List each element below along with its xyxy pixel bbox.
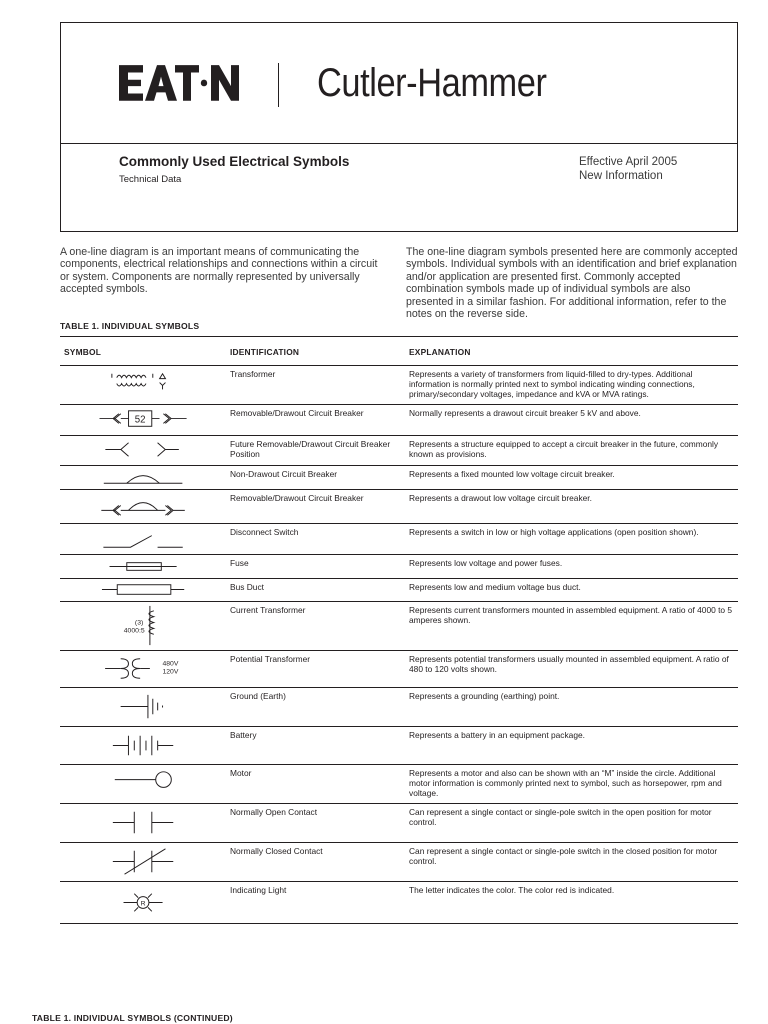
table-row [60, 602, 738, 651]
table-row [60, 651, 738, 688]
intro-right: The one-line diagram symbols presented here are commonly accepted symbols. Individual symbols with an identification and brief explanation and/or application are presented first. Commonly accepted combination symbols made up of individual symbols are also presented in a similar fashion. For additional information, refer to the notes on the reverse side. [406, 246, 738, 321]
row-identification: Future Removable/Drawout Circuit Breaker Position [230, 439, 391, 459]
row-identification: Normally Open Contact [230, 807, 318, 817]
table-row [60, 688, 738, 727]
pt-primary-voltage: 480V [162, 660, 179, 668]
table-row [60, 843, 738, 882]
row-identification: Non-Drawout Circuit Breaker [230, 469, 338, 479]
nc-contact-symbol [60, 843, 230, 881]
row-explanation: Represents a variety of transformers from liquid-filled to dry-types. Additional information is normally printed next to symbol indicating winding connections, primary/secondary voltages, impedance and kVA or MVA ratings. [409, 369, 695, 400]
table-row [60, 882, 738, 924]
table-row [60, 524, 738, 555]
table-header [60, 336, 738, 366]
row-identification: Motor [230, 768, 252, 778]
drawout-breaker-symbol [60, 405, 230, 435]
row-explanation: Represents a switch in low or high voltage applications (open position shown). [409, 527, 699, 537]
row-identification: Fuse [230, 558, 249, 568]
header-identification: IDENTIFICATION [230, 347, 300, 357]
table-row [60, 555, 738, 579]
row-explanation: Normally represents a drawout circuit breaker 5 kV and above. [409, 408, 641, 418]
intro-left: A one-line diagram is an important means of communicating the components, electrical relationships and connections within a circuit or system. Components are normally represented by universally accepted symbols. [60, 246, 378, 296]
row-explanation: Represents current transformers mounted in assembled equipment. A ratio of 4000 to 5 amperes shown. [409, 605, 733, 626]
doc-title: Commonly Used Electrical Symbols [119, 154, 350, 169]
eaton-logo [119, 63, 239, 113]
row-explanation: Represents a drawout low voltage circuit breaker. [409, 493, 592, 503]
row-explanation: Can represent a single contact or single-pole switch in the open position for motor control. [409, 807, 712, 828]
row-identification: Removable/Drawout Circuit Breaker [230, 493, 364, 503]
table-row [60, 579, 738, 602]
light-color-letter: R [140, 900, 146, 908]
row-explanation: Represents a grounding (earthing) point. [409, 691, 560, 701]
current-transformer-symbol [60, 602, 230, 650]
table-row [60, 466, 738, 490]
header-symbol: SYMBOL [64, 347, 102, 357]
breaker-device-number: 52 [134, 414, 146, 426]
row-identification: Potential Transformer [230, 654, 311, 664]
row-explanation: The letter indicates the color. The color red is indicated. [409, 885, 615, 895]
row-explanation: Represents a motor and also can be shown with an “M” inside the circle. Additional motor information is commonly printed next to symbol, such as horsepower, rpm and voltage. [409, 768, 722, 799]
transformer-symbol [60, 366, 230, 404]
row-identification: Normally Closed Contact [230, 846, 323, 856]
indicating-light-symbol [60, 882, 230, 923]
effective-date: Effective April 2005 [579, 156, 678, 168]
ct-ratio: 4000:5 [123, 627, 145, 635]
new-information: New Information [579, 170, 663, 182]
cutler-hammer-logo: Cutler-Hammer [317, 61, 547, 105]
row-explanation: Represents low voltage and power fuses. [409, 558, 563, 568]
ct-quantity: (3) [134, 619, 144, 627]
header-box [60, 22, 738, 232]
row-identification: Indicating Light [230, 885, 287, 895]
disconnect-switch-symbol [60, 524, 230, 554]
non-drawout-breaker-symbol [60, 466, 230, 489]
table-row [60, 804, 738, 843]
row-explanation: Represents low and medium voltage bus duct. [409, 582, 581, 592]
row-identification: Disconnect Switch [230, 527, 299, 537]
pt-secondary-voltage: 120V [162, 668, 179, 676]
row-identification: Bus Duct [230, 582, 264, 592]
table-row [60, 366, 738, 405]
row-identification: Battery [230, 730, 257, 740]
row-explanation: Represents a battery in an equipment package. [409, 730, 585, 740]
row-identification: Transformer [230, 369, 276, 379]
row-identification: Current Transformer [230, 605, 306, 615]
table-row [60, 727, 738, 765]
lv-drawout-breaker-symbol [60, 490, 230, 523]
table-row [60, 765, 738, 804]
table-row [60, 436, 738, 466]
no-contact-symbol [60, 804, 230, 842]
row-identification: Removable/Drawout Circuit Breaker [230, 408, 364, 418]
row-explanation: Represents a structure equipped to accept a circuit breaker in the future, commonly known as provisions. [409, 439, 719, 460]
doc-effective [579, 155, 677, 183]
table-title-continued: TABLE 1. INDIVIDUAL SYMBOLS (CONTINUED) [32, 1013, 233, 1023]
row-identification: Ground (Earth) [230, 691, 286, 701]
row-explanation: Can represent a single contact or single-pole switch in the closed position for motor control. [409, 846, 718, 867]
header-divider [61, 143, 737, 144]
eaton-logo-mark [119, 63, 239, 103]
potential-transformer-symbol [60, 651, 230, 687]
table-title: TABLE 1. INDIVIDUAL SYMBOLS [60, 321, 200, 331]
battery-symbol [60, 727, 230, 764]
header-explanation: EXPLANATION [409, 347, 471, 357]
doc-subtitle: Technical Data [119, 174, 182, 185]
future-drawout-symbol [60, 436, 230, 465]
motor-symbol [60, 765, 230, 803]
ground-symbol [60, 688, 230, 726]
table-row [60, 490, 738, 524]
symbols-table [60, 336, 738, 924]
bus-duct-symbol [60, 579, 230, 601]
fuse-symbol [60, 555, 230, 578]
row-explanation: Represents potential transformers usually mounted in assembled equipment. A ratio of 480 to 120 volts shown. [409, 654, 729, 675]
row-explanation: Represents a fixed mounted low voltage circuit breaker. [409, 469, 615, 479]
logo-separator [278, 63, 279, 107]
table-row [60, 405, 738, 436]
